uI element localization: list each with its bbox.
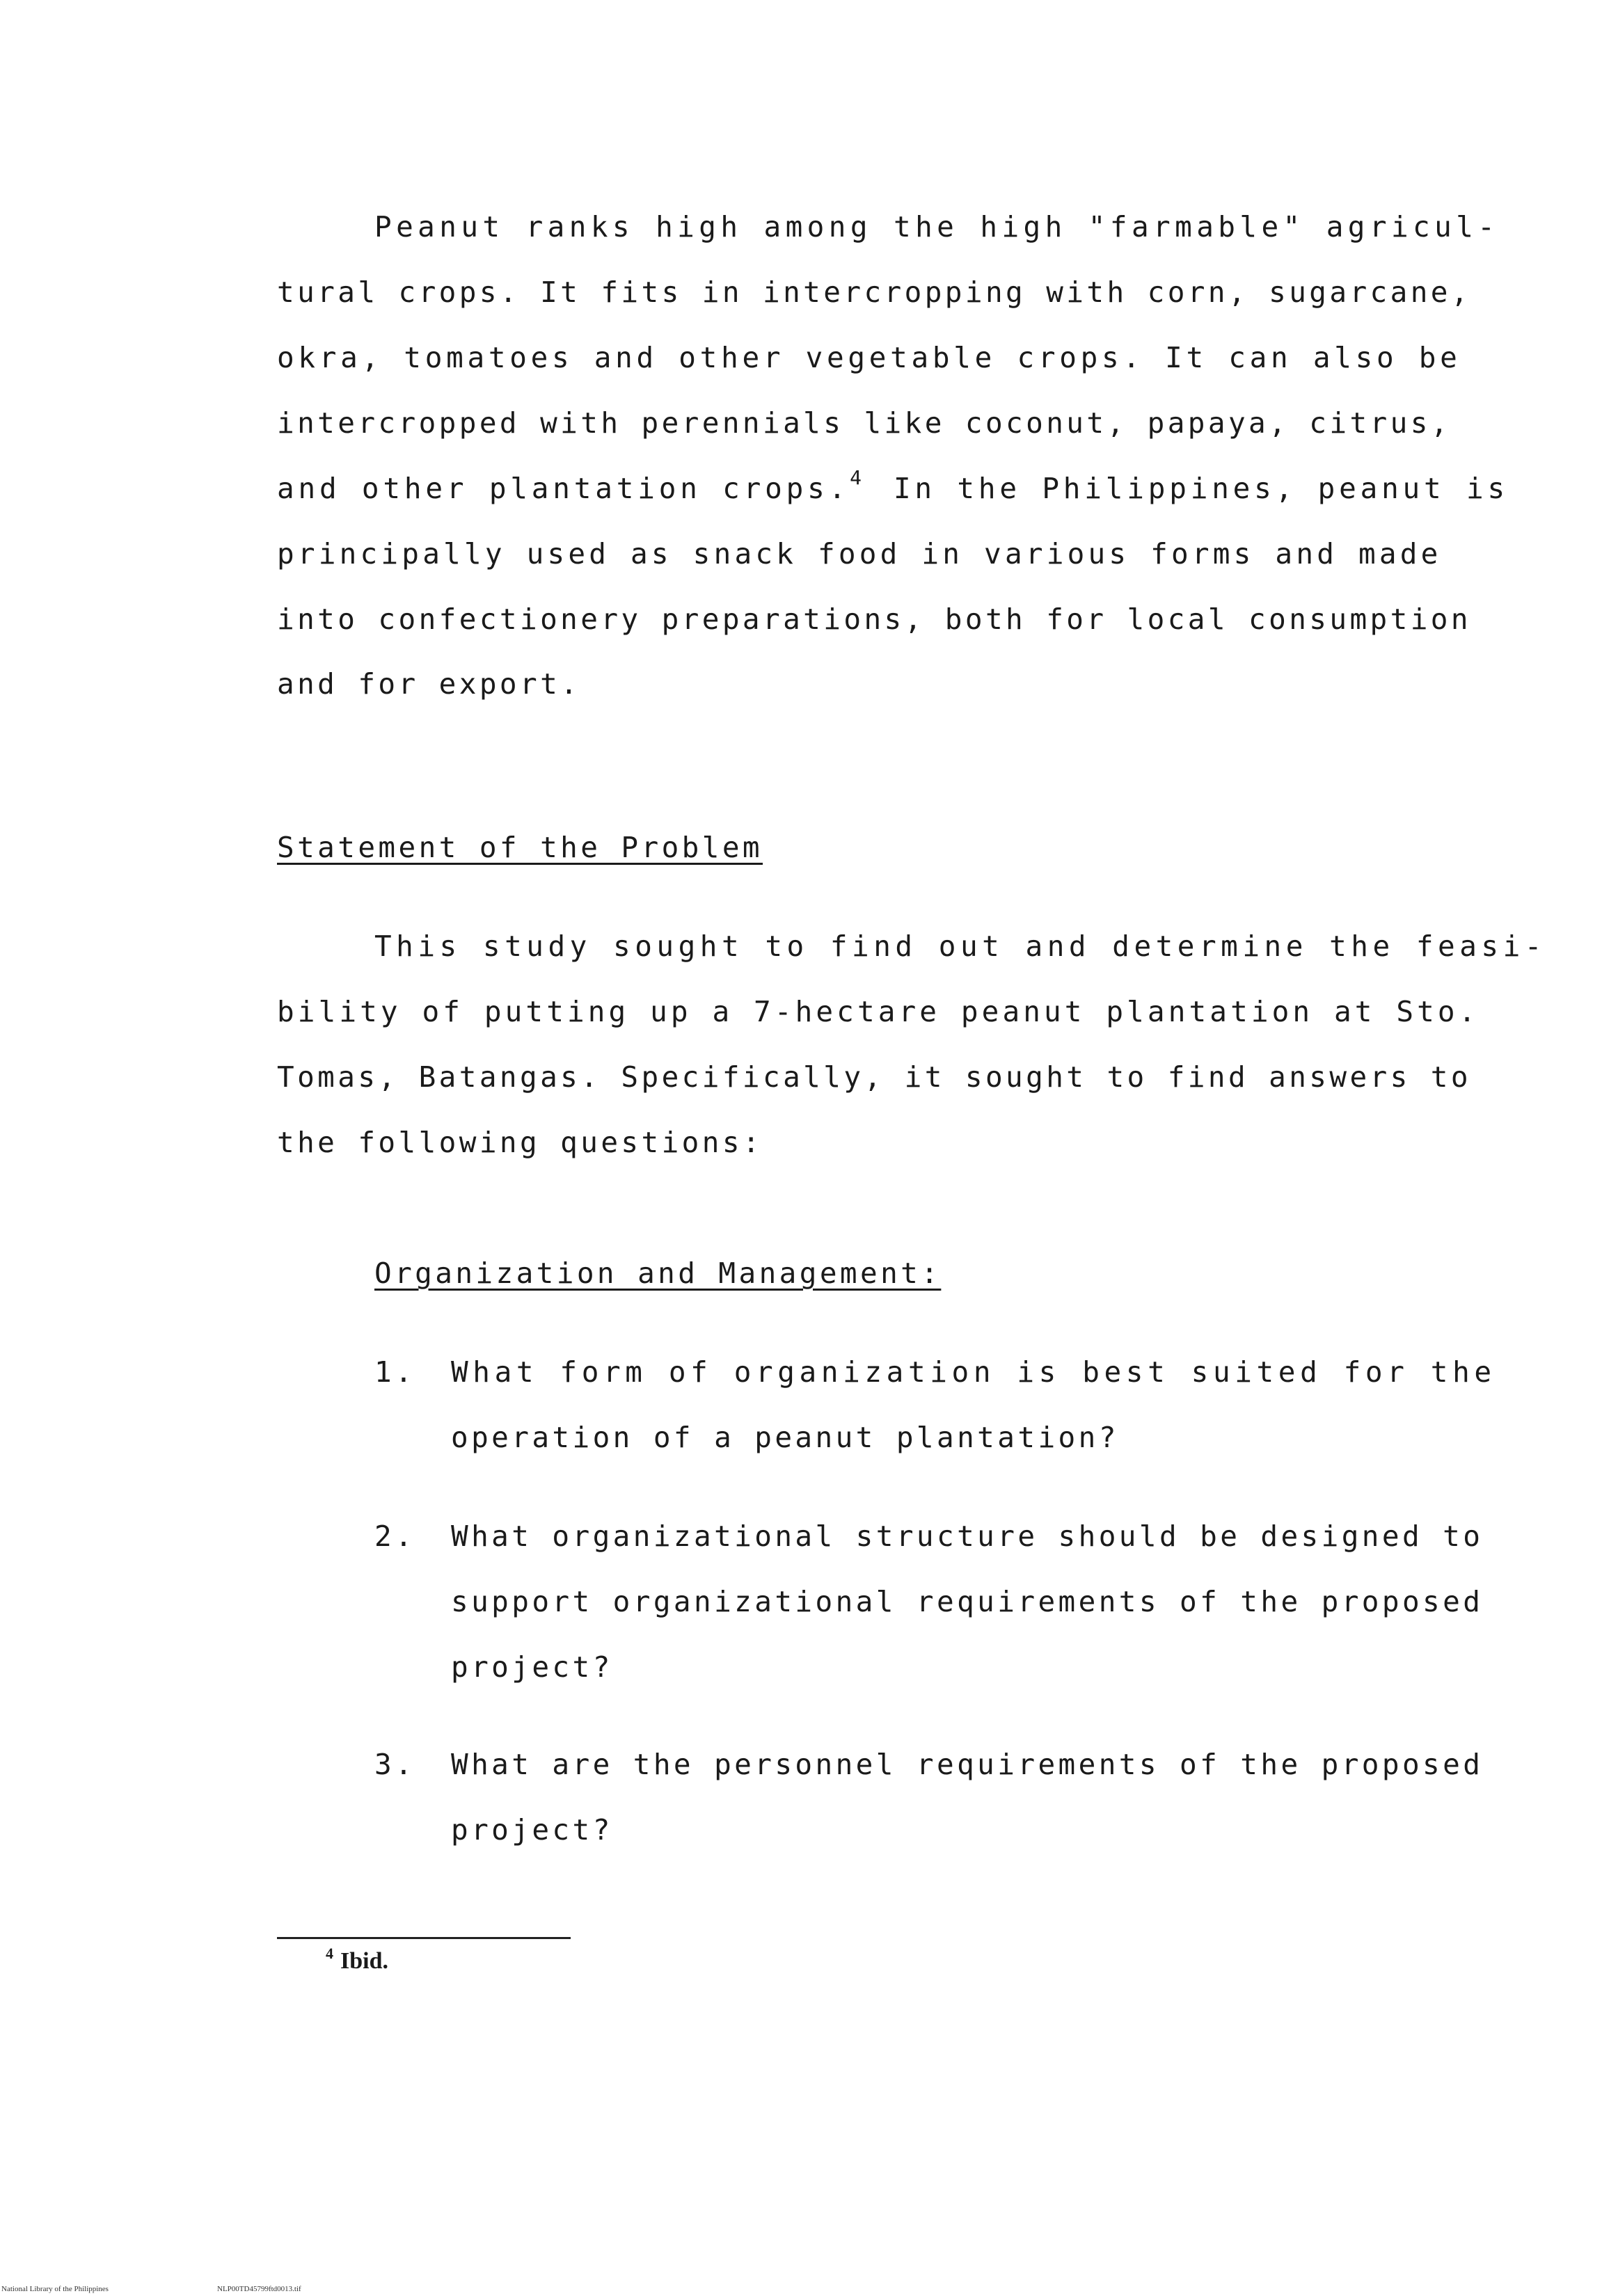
footnote-separator [277, 1937, 571, 1939]
paragraph-2-line-3: Tomas, Batangas. Specifically, it sought to find answers to [277, 1060, 1471, 1094]
paragraph-1-line-7: into confectionery preparations, both for local consumption [277, 603, 1471, 636]
question-3-number: 3. [374, 1748, 416, 1781]
question-1-line-2: operation of a peanut plantation? [451, 1421, 1119, 1454]
question-1-line-1: What form of organization is best suited for the [451, 1355, 1496, 1389]
paragraph-1-line-3: okra, tomatoes and other vegetable crops. It can also be [277, 341, 1461, 374]
question-3-line-2: project? [451, 1813, 613, 1847]
paragraph-1-line-1: Peanut ranks high among the high "farmable" agricul- [374, 210, 1500, 244]
paragraph-1-line-4: intercropped with perennials like coconut, papaya, citrus, [277, 406, 1451, 440]
question-2-line-3: project? [451, 1650, 613, 1684]
question-2-line-1: What organizational structure should be designed to [451, 1520, 1484, 1553]
footnote-mark: 4 [326, 1945, 333, 1962]
footnote-reference-4: 4 [850, 466, 862, 489]
paragraph-1-line-5 [277, 466, 1509, 505]
paragraph-2-line-1: This study sought to find out and determine the feasi- [374, 930, 1546, 963]
subheading-organization-management: Organization and Management: [374, 1257, 942, 1290]
question-2-line-2: support organizational requirements of the proposed [451, 1585, 1484, 1618]
footnote [326, 1945, 388, 1975]
paragraph-1-line-6: principally used as snack food in various forms and made [277, 537, 1442, 571]
paragraph-1-line-5-tail: In the Philippines, peanut is [893, 472, 1509, 505]
footer-file-name: NLP00TD45799ftd0013.tif [217, 2285, 301, 2293]
footnote-text: Ibid. [340, 1948, 388, 1974]
paragraph-1-line-2: tural crops. It fits in intercropping with corn, sugarcane, [277, 276, 1471, 309]
paragraph-2-line-2: bility of putting up a 7-hectare peanut plantation at Sto. [277, 995, 1480, 1028]
paragraph-1-line-8: and for export. [277, 667, 581, 701]
question-1-number: 1. [374, 1355, 416, 1389]
footer-library-name: National Library of the Philippines [1, 2285, 109, 2293]
question-2-number: 2. [374, 1520, 416, 1553]
paragraph-1-line-5-head: and other plantation crops. [277, 472, 850, 505]
question-3-line-1: What are the personnel requirements of the proposed [451, 1748, 1484, 1781]
section-heading-statement-of-problem: Statement of the Problem [277, 831, 763, 864]
paragraph-2-line-4: the following questions: [277, 1126, 763, 1159]
